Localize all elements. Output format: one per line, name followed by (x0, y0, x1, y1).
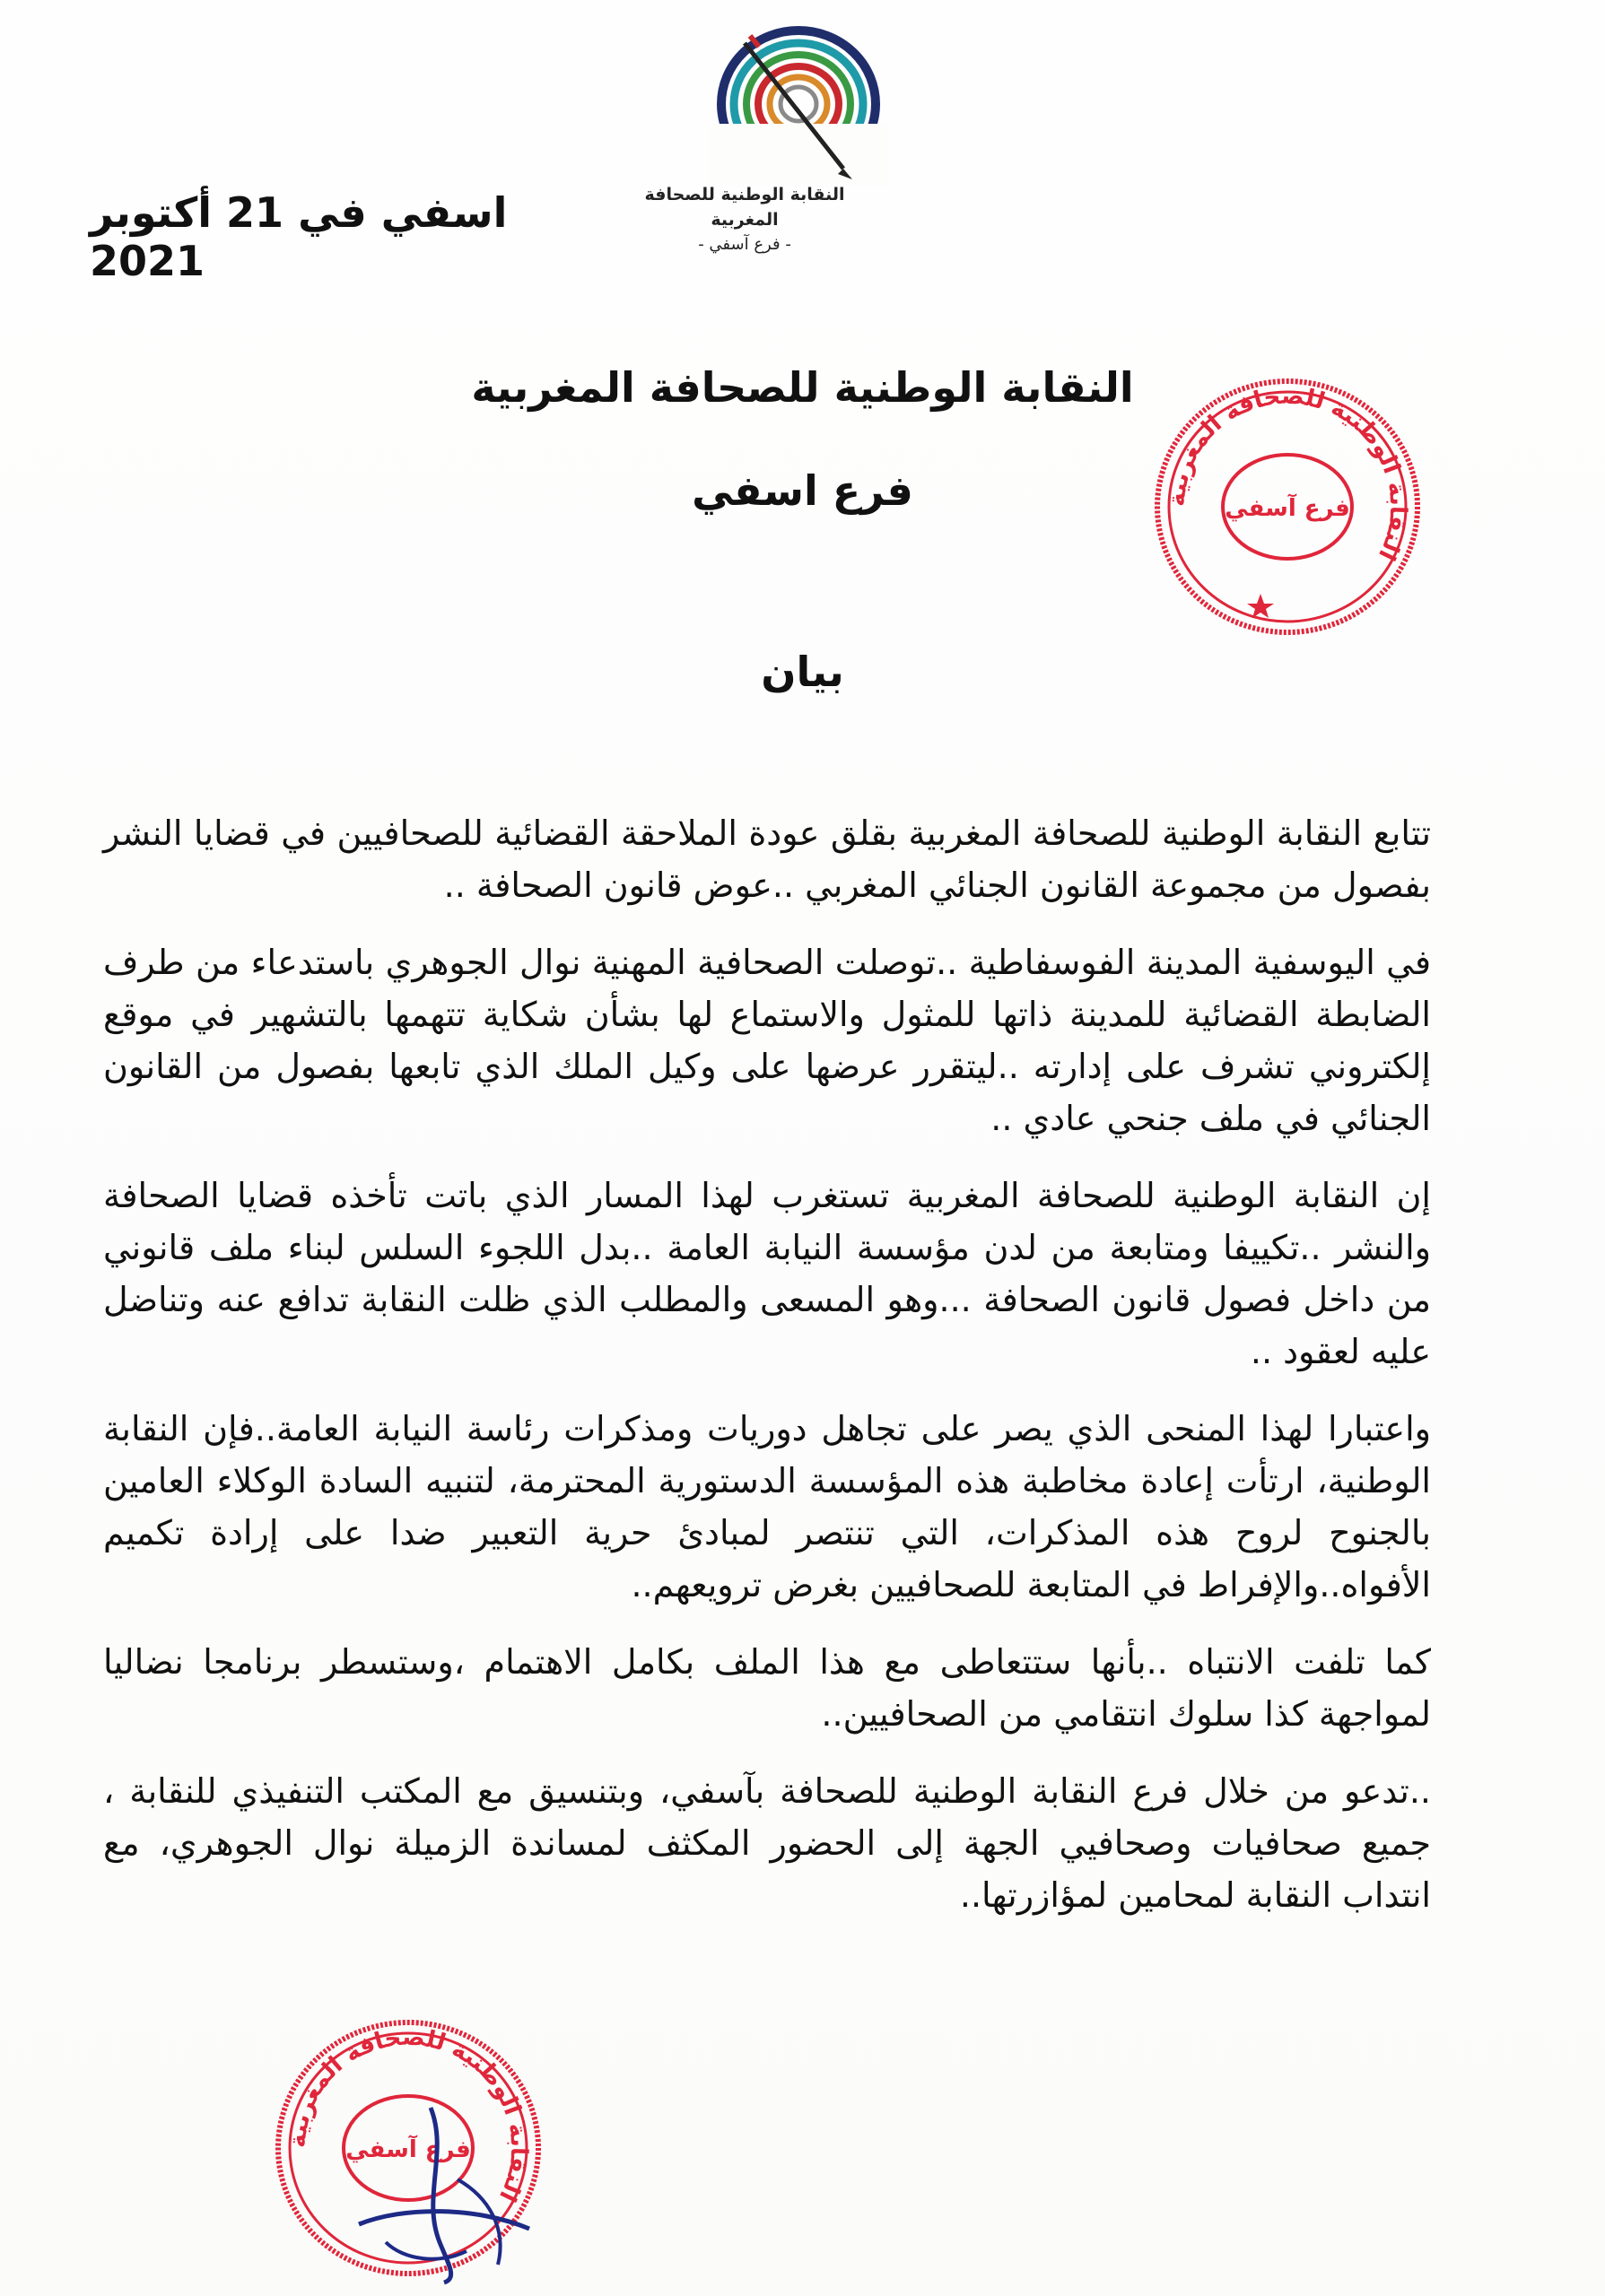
paragraph: تتابع النقابة الوطنية للصحافة المغربية بقلق عودة الملاحقة القضائية للصحافيين في قضايا النشر بفصول من مجموعة القانون الجنائي المغربي ..عوض قانون الصحافة .. (103, 813, 1431, 905)
paragraph: إن النقابة الوطنية للصحافة المغربية تستغرب لهذا المسار الذي باتت تأخذه قضايا الصحافة والنشر ..تكييفا ومتابعة من لدن مؤسسة النيابة العامة ..بدل اللجوء السلس لبناء ملف قانوني من داخل فصول قانون الصحافة ...وهو المسعى والمطلب الذي ظلت النقابة تدافع عنه وتناضل عليه لعقود .. (103, 1176, 1431, 1371)
stamp-center-text: فرع آسفي (1225, 495, 1350, 522)
document-title: النقابة الوطنية للصحافة المغربية (471, 363, 1134, 412)
org-caption-name: النقابة الوطنية للصحافة المغربية (644, 185, 845, 230)
svg-text:النقابة الوطنية للصحافة المغرب (1164, 382, 1411, 564)
union-logo-icon (709, 16, 888, 187)
paragraph: في اليوسفية المدينة الفوسفاطية ..توصلت الصحافية المهنية نوال الجوهري باستدعاء من طرف الضابطة القضائية للمدينة ذاتها للمثول والاستماع لها بشأن شكاية تتهمها بالتشهير في موقع إلكتروني تشرف على إدارته ..ليتقرر عرضها على وكيل الملك الذي تابعها بفصول من القانون الجنائي في ملف جنحي عادي .. (103, 943, 1431, 1138)
stamp-bottom-center-text: فرع آسفي (345, 2136, 471, 2163)
stamp-bottom-ring-text: النقابة الوطنية للصحافة المغربية (283, 2023, 533, 2206)
signature-icon (323, 2072, 556, 2287)
paragraph: واعتبارا لهذا المنحى الذي يصر على تجاهل دوريات ومذكرات رئاسة النيابة العامة..فإن النقابة الوطنية، ارتأت إعادة مخاطبة هذه المؤسسة الدستورية المحترمة، لتنبيه السادة الوكلاء العامين بالجنوح لروح هذه المذكرات، التي تنتصر لمبادئ حرية التعبير ضدا على إرادة تكميم الأفواه..والإفراط في المتابعة للصحافيين بغرض ترويعهم.. (103, 1409, 1431, 1605)
statement-body (103, 807, 1431, 1946)
official-stamp-icon (1148, 372, 1426, 641)
paragraph: كما تلفت الانتباه ..بأنها ستتعاطى مع هذا الملف بكامل الاهتمام ،وستسطر برنامجا نضاليا لمواجهة كذا سلوك انتقامي من الصحافيين.. (103, 1642, 1431, 1734)
org-caption (628, 182, 861, 257)
stamp-ring-text: النقابة الوطنية للصحافة المغربية (1163, 382, 1412, 565)
paragraph: ..تدعو من خلال فرع النقابة الوطنية للصحافة بآسفي، وبتنسيق مع المكتب التنفيذي للنقابة ، جميع صحافيات وصحافيي الجهة إلى الحضور المكثف لمساندة الزميلة نوال الجوهري، مع انتداب النقابة لمحامين لمؤازرتها.. (103, 1771, 1431, 1915)
org-caption-branch: - فرع آسفي - (698, 235, 791, 254)
document-date: اسفي في 21 أكتوبر 2021 (90, 188, 508, 285)
branch-title: فرع اسفي (692, 466, 913, 515)
statement-heading: بيان (761, 648, 844, 696)
